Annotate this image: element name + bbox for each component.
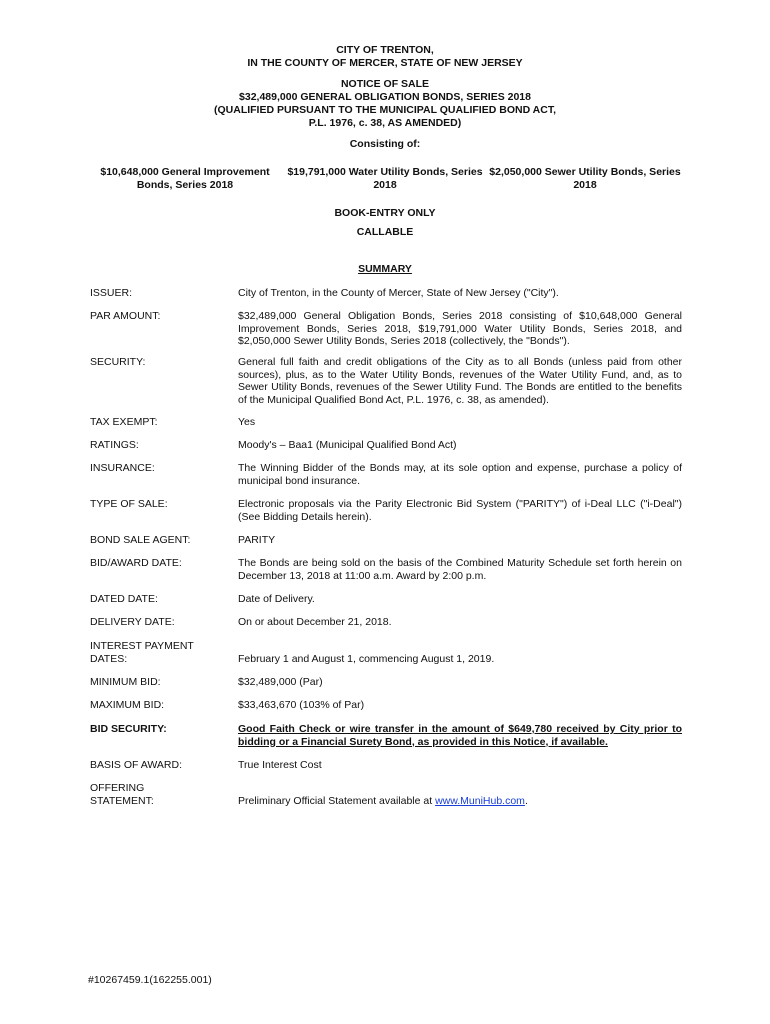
summary-title: SUMMARY <box>358 263 412 275</box>
row-label: BASIS OF AWARD: <box>90 759 182 771</box>
row-value: On or about December 21, 2018. <box>238 616 392 628</box>
row-value: City of Trenton, in the County of Mercer, State of New Jersey ("City"). <box>238 287 559 299</box>
row-value: Date of Delivery. <box>238 593 315 605</box>
row-label: PAR AMOUNT: <box>90 310 161 322</box>
header-line-4: $32,489,000 GENERAL OBLIGATION BONDS, SERIES 2018 <box>239 91 531 103</box>
row-label: BOND SALE AGENT: <box>90 534 191 546</box>
row-value: Electronic proposals via the Parity Electronic Bid System ("PARITY") of i-Deal LLC ("i-Deal") (See Bidding Details herein). <box>238 498 682 523</box>
row-value: $32,489,000 (Par) <box>238 676 323 688</box>
row-value: $33,463,670 (103% of Par) <box>238 699 365 711</box>
row-value: True Interest Cost <box>238 759 322 771</box>
value-prefix: Preliminary Official Statement available at <box>238 795 436 807</box>
header-line-1: CITY OF TRENTON, <box>336 44 434 56</box>
row-label-line: DATES: <box>90 652 128 665</box>
row-label: BID SECURITY: <box>90 723 167 735</box>
series-item: $10,648,000 General Improvement Bonds, Series 2018 <box>100 166 270 191</box>
series-item: $2,050,000 Sewer Utility Bonds, Series 2018 <box>489 166 681 191</box>
row-label: DATED DATE: <box>90 593 158 605</box>
row-value: The Bonds are being sold on the basis of the Combined Maturity Schedule set forth herein on December 13, 2018 at 11:00 a.m. Award by 2:00 p.m. <box>238 557 682 582</box>
row-label: RATINGS: <box>90 439 139 451</box>
row-value: General full faith and credit obligations of the City as to all Bonds (unless paid from other sources), plus, as to the Water Utility Bonds, revenues of the Water Utility Fund, and, as to Sewer Utility Bonds, revenues of the Sewer Utility Fund. The Bonds are entitled to the benefits of the Municipal Qualified Bond Act, P.L. 1976, c. 38, as amended). <box>238 356 682 406</box>
book-entry-only: BOOK-ENTRY ONLY <box>334 207 436 219</box>
header-line-5: (QUALIFIED PURSUANT TO THE MUNICIPAL QUALIFIED BOND ACT, <box>213 104 557 116</box>
row-label: MAXIMUM BID: <box>90 699 165 711</box>
series-item: $19,791,000 Water Utility Bonds, Series 2018 <box>287 166 483 191</box>
row-value: The Winning Bidder of the Bonds may, at its sole option and expense, purchase a policy of municipal bond insurance. <box>238 462 682 487</box>
row-label: MINIMUM BID: <box>90 676 161 688</box>
notice-title: NOTICE OF SALE <box>340 78 430 90</box>
header-line-6: P.L. 1976, c. 38, AS AMENDED) <box>308 117 462 129</box>
row-label: TAX EXEMPT: <box>90 416 158 428</box>
row-value: Good Faith Check or wire transfer in the amount of $649,780 received by City prior to bidding or a Financial Surety Bond, as provided in this Notice, if available. <box>238 723 682 748</box>
row-label: BID/AWARD DATE: <box>90 557 182 569</box>
row-label <box>90 782 230 807</box>
row-value <box>238 795 682 808</box>
row-label-line: STATEMENT: <box>90 794 154 807</box>
row-label: INSURANCE: <box>90 462 155 474</box>
row-label-line: INTEREST PAYMENT <box>90 640 194 652</box>
row-label: SECURITY: <box>90 356 146 368</box>
munihub-link[interactable]: www.MuniHub.com <box>435 795 525 807</box>
row-label <box>90 640 230 665</box>
value-suffix: . <box>524 795 528 807</box>
row-value: Yes <box>238 416 256 428</box>
row-value: Moody's – Baa1 (Municipal Qualified Bond Act) <box>238 439 457 451</box>
row-value: $32,489,000 General Obligation Bonds, Series 2018 consisting of $10,648,000 General Improvement Bonds, Series 2018, $19,791,000 Water Utility Bonds, Series 2018, and $2,050,000 Sewer Utility Bonds, Series 2018 (collectively, the "Bonds"). <box>238 310 682 347</box>
series-list <box>85 166 685 192</box>
document-header <box>100 44 670 151</box>
document-footer-id: #10267459.1(162255.001) <box>88 974 212 986</box>
row-label: TYPE OF SALE: <box>90 498 168 510</box>
callable: CALLABLE <box>356 226 414 238</box>
header-line-2: IN THE COUNTY OF MERCER, STATE OF NEW JERSEY <box>247 57 523 69</box>
row-label: DELIVERY DATE: <box>90 616 175 628</box>
consisting-of: Consisting of: <box>349 138 421 150</box>
row-value: February 1 and August 1, commencing August 1, 2019. <box>238 653 495 665</box>
row-label-line: OFFERING <box>90 782 145 794</box>
row-value: PARITY <box>238 534 276 546</box>
row-label: ISSUER: <box>90 287 133 299</box>
